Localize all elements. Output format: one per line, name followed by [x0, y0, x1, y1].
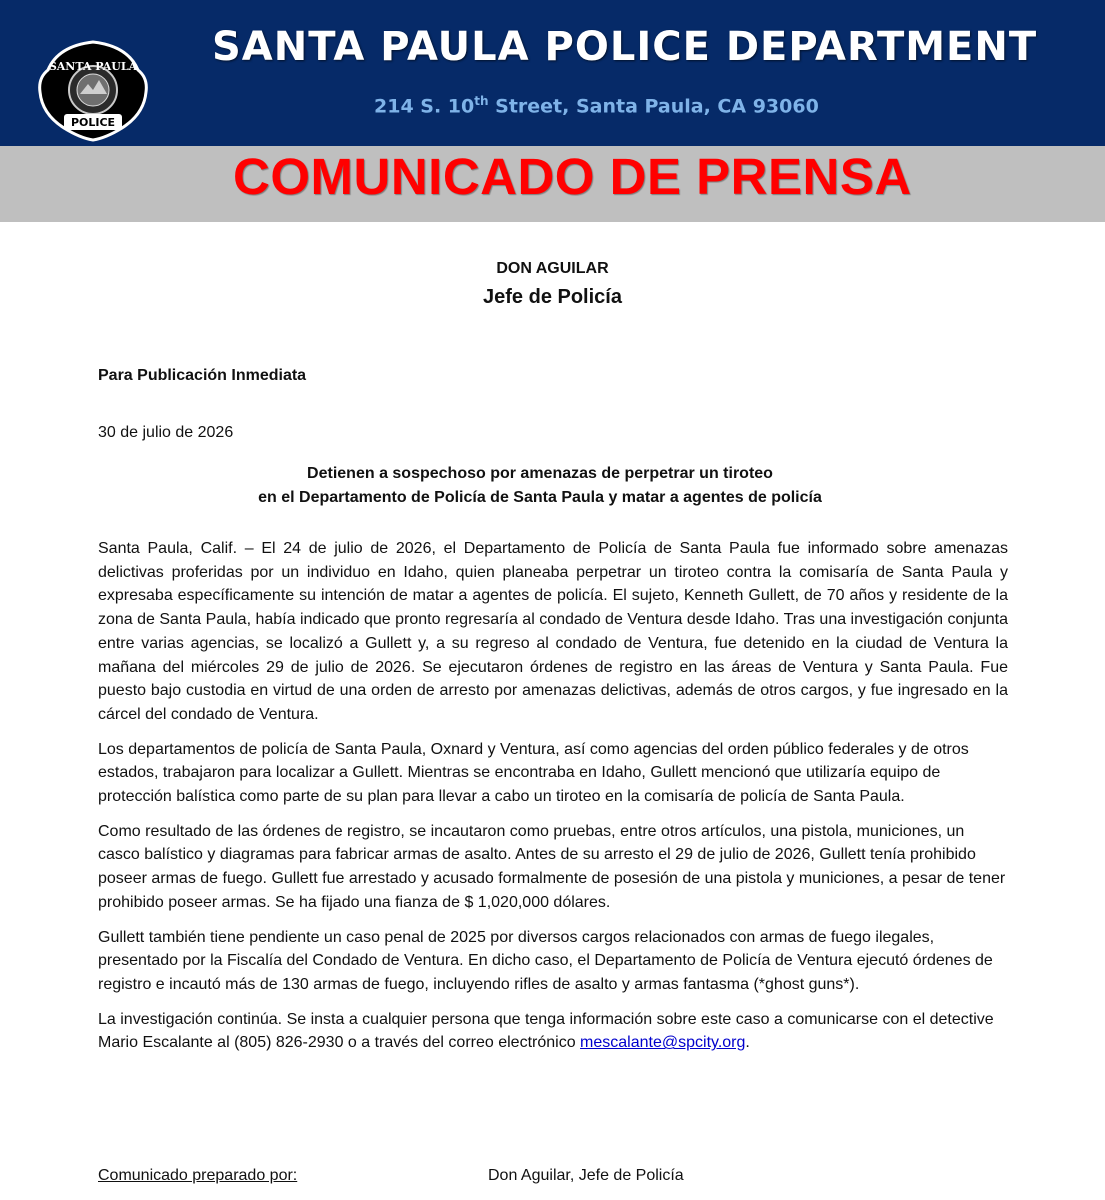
- police-badge-logo: [30, 34, 156, 142]
- badge-text-bottom: POLICE: [70, 116, 116, 129]
- body-paragraph: Los departamentos de policía de Santa Paula, Oxnard y Ventura, así como agencias del orden público federales y de otros estados, trabajaron para localizar a Gullett. Mientras se encontraba en Idaho, Gullett mencionó que utilizaría equipo de protección balística como parte de su plan para llevar a cabo un tiroteo en la comisaría de policía de Santa Paula.: [98, 740, 969, 806]
- body-paragraph: Gullett también tiene pendiente un caso penal de 2025 por diversos cargos relacionados con armas de fuego ilegales, presentado por la Fiscalía del Condado de Ventura. En dicho caso, el Departamento de Policía de Ventura ejecutó órdenes de registro e incautó más de 130 armas de fuego, incluyendo rifles de asalto y armas fantasma (*ghost guns*).: [98, 928, 993, 993]
- headline-line-1: Detienen a sospechoso por amenazas de perpetrar un tiroteo: [307, 465, 773, 482]
- release-date: 30 de julio de 2026: [98, 424, 234, 441]
- signature-label: Comunicado preparado por:: [98, 1167, 298, 1184]
- chief-title: Jefe de Policía: [483, 286, 622, 308]
- email-link[interactable]: mescalante@spcity.org: [580, 1034, 746, 1052]
- letterhead-header: [0, 0, 1105, 146]
- badge-text-top: SANTA PAULA: [48, 60, 138, 73]
- chief-name: DON AGUILAR: [496, 260, 609, 277]
- press-release-body: [98, 537, 1008, 1066]
- headline-line-2: en el Departamento de Policía de Santa Paula y matar a agentes de policía: [258, 489, 822, 506]
- body-paragraph: Santa Paula, Calif. – El 24 de julio de 2026, el Departamento de Policía de Santa Paula fue informado sobre amenazas delictivas proferidas por un individuo en Idaho, quien planeaba perpetrar un tiroteo contra la comisaría de Santa Paula y expresaba específicamente su intención de matar a agentes de policía. El sujeto, Kenneth Gullett, de 70 años y residente de la zona de Santa Paula, había indicado que pronto regresaría al condado de Ventura desde Idaho. Tras una investigación conjunta entre varias agencias, se localizó a Gullett y, a su regreso al condado de Ventura, fue detenido en la ciudad de Ventura la mañana del miércoles 29 de julio de 2026. Se ejecutaron órdenes de registro en las áreas de Ventura y Santa Paula. Fue puesto bajo custodia en virtud de una orden de arresto por amenazas delictivas, además de otros cargos, y fue ingresado en la cárcel del condado de Ventura.: [98, 540, 1008, 723]
- signature-name: Don Aguilar, Jefe de Policía: [488, 1167, 684, 1184]
- body-paragraph: Como resultado de las órdenes de registro, se incautaron como pruebas, entre otros artículos, una pistola, municiones, un casco balístico y diagramas para fabricar armas de asalto. Antes de su arresto el 29 de julio de 2026, Gullett tenía prohibido poseer armas de fuego. Gullett fue arrestado y acusado formalmente de posesión de una pistola y municiones, a pesar de tener prohibido poseer armas. Se ha fijado una fianza de $ 1,020,000 dólares.: [98, 822, 1006, 911]
- headline: [0, 462, 1080, 510]
- address-suffix: th: [474, 94, 489, 108]
- department-name: SANTA PAULA POLICE DEPARTMENT: [212, 24, 1038, 70]
- department-address: [374, 94, 819, 117]
- closing-end: .: [745, 1034, 750, 1052]
- address-rest: Street, Santa Paula, CA 93060: [488, 95, 819, 118]
- banner-title: COMUNICADO DE PRENSA: [233, 148, 912, 205]
- release-label: Para Publicación Inmediata: [98, 367, 307, 384]
- closing-text: La investigación continúa. Se insta a cualquier persona que tenga información sobre este caso a comunicarse con el detective Mario Escalante al (805) 826-2930 o a través del correo electrónico: [98, 1010, 994, 1052]
- address-prefix: 214 S. 10: [374, 95, 475, 118]
- closing-paragraph: [98, 1008, 1008, 1055]
